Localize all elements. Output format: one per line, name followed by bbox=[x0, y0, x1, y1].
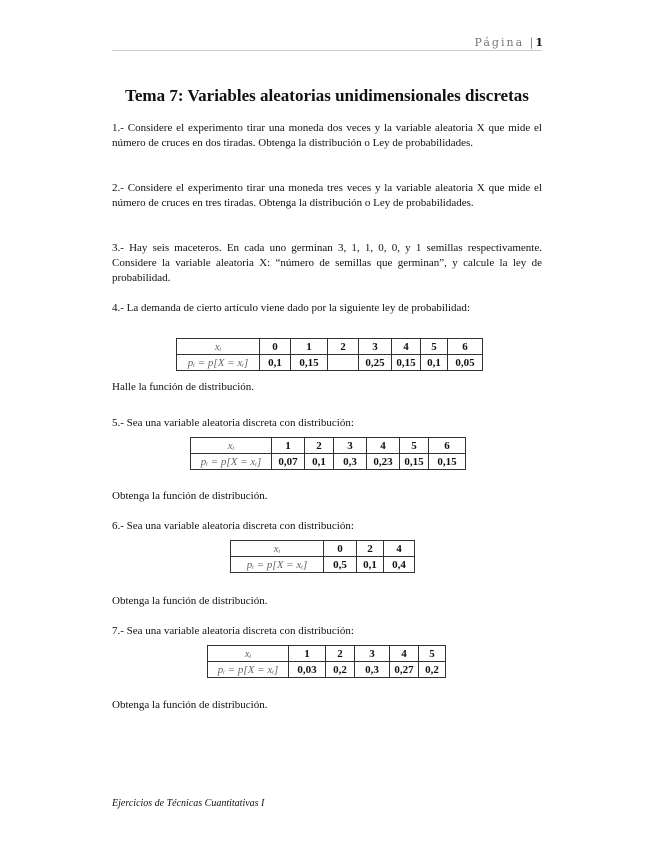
exercise-2: 2.- Considere el experimento tirar una moneda tres veces y la variable aleatoria X que mide el número de cruces en tres tiradas. Obtenga la distribución o Ley de probabilidades. bbox=[112, 182, 542, 209]
header-rule bbox=[112, 50, 542, 51]
p-cell: 0,23 bbox=[367, 454, 400, 470]
p-label: pᵢ = p[X = xᵢ] bbox=[177, 355, 260, 371]
table-exercise-6 bbox=[230, 540, 415, 573]
x-cell: 4 bbox=[390, 646, 419, 662]
exercise-3: 3.- Hay seis maceteros. En cada uno germinan 3, 1, 1, 0, 0, y 1 semillas respectivamente. Considere la variable aleatoria X: “número de semillas que germinan”, y calcule la ley de probabilidad. bbox=[112, 242, 542, 284]
p-cell: 0,05 bbox=[448, 355, 483, 371]
exercise-6-instruction: Obtenga la función de distribución. bbox=[112, 595, 268, 607]
exercise-5-instruction: Obtenga la función de distribución. bbox=[112, 490, 268, 502]
p-cell: 0,2 bbox=[326, 662, 355, 678]
table-row-x bbox=[231, 541, 415, 557]
x-cell: 2 bbox=[357, 541, 384, 557]
table-exercise-4 bbox=[176, 338, 483, 371]
table-row-p bbox=[231, 557, 415, 573]
exercise-7: 7.- Sea una variable aleatoria discreta con distribución: bbox=[112, 625, 354, 637]
table-exercise-5 bbox=[190, 437, 466, 470]
x-cell: 3 bbox=[355, 646, 390, 662]
exercise-4: 4.- La demanda de cierto artículo viene dado por la siguiente ley de probabilidad: bbox=[112, 302, 470, 314]
page-number: 1 bbox=[535, 36, 543, 49]
p-label: pᵢ = p[X = xᵢ] bbox=[208, 662, 289, 678]
x-cell: 1 bbox=[272, 438, 305, 454]
x-cell: 0 bbox=[324, 541, 357, 557]
p-cell: 0,1 bbox=[260, 355, 291, 371]
x-cell: 4 bbox=[392, 339, 421, 355]
x-cell: 4 bbox=[384, 541, 415, 557]
table-row-p bbox=[191, 454, 466, 470]
x-cell: 2 bbox=[305, 438, 334, 454]
p-cell: 0,1 bbox=[421, 355, 448, 371]
p-cell bbox=[328, 355, 359, 371]
p-cell: 0,2 bbox=[419, 662, 446, 678]
table-row-p bbox=[177, 355, 483, 371]
exercise-5: 5.- Sea una variable aleatoria discreta con distribución: bbox=[112, 417, 354, 429]
x-cell: 3 bbox=[334, 438, 367, 454]
p-cell: 0,4 bbox=[384, 557, 415, 573]
p-cell: 0,5 bbox=[324, 557, 357, 573]
table-exercise-7 bbox=[207, 645, 446, 678]
p-cell: 0,15 bbox=[392, 355, 421, 371]
x-label: xᵢ bbox=[208, 646, 289, 662]
x-label: xᵢ bbox=[231, 541, 324, 557]
p-cell: 0,1 bbox=[357, 557, 384, 573]
p-cell: 0,15 bbox=[400, 454, 429, 470]
p-cell: 0,03 bbox=[289, 662, 326, 678]
x-cell: 6 bbox=[429, 438, 466, 454]
document-title: Tema 7: Variables aleatorias unidimensionales discretas bbox=[125, 86, 529, 105]
x-label: xᵢ bbox=[177, 339, 260, 355]
table-row-x bbox=[177, 339, 483, 355]
p-cell: 0,3 bbox=[334, 454, 367, 470]
x-cell: 5 bbox=[400, 438, 429, 454]
p-cell: 0,15 bbox=[291, 355, 328, 371]
x-cell: 1 bbox=[289, 646, 326, 662]
p-cell: 0,27 bbox=[390, 662, 419, 678]
p-cell: 0,1 bbox=[305, 454, 334, 470]
x-cell: 3 bbox=[359, 339, 392, 355]
exercise-7-instruction: Obtenga la función de distribución. bbox=[112, 699, 268, 711]
page-header bbox=[474, 36, 543, 49]
exercise-1: 1.- Considere el experimento tirar una moneda dos veces y la variable aleatoria X que mide el número de cruces en dos tiradas. Obtenga la distribución o Ley de probabilidades. bbox=[112, 122, 542, 149]
x-cell: 2 bbox=[328, 339, 359, 355]
page-footer: Ejercicios de Técnicas Cuantitativas I bbox=[112, 798, 265, 809]
exercise-6: 6.- Sea una variable aleatoria discreta con distribución: bbox=[112, 520, 354, 532]
p-cell: 0,07 bbox=[272, 454, 305, 470]
x-label: xᵢ bbox=[191, 438, 272, 454]
p-cell: 0,25 bbox=[359, 355, 392, 371]
p-cell: 0,3 bbox=[355, 662, 390, 678]
p-cell: 0,15 bbox=[429, 454, 466, 470]
x-cell: 5 bbox=[419, 646, 446, 662]
table-row-p bbox=[208, 662, 446, 678]
x-cell: 5 bbox=[421, 339, 448, 355]
p-label: pᵢ = p[X = xᵢ] bbox=[231, 557, 324, 573]
page-label: Página | bbox=[474, 36, 536, 49]
x-cell: 6 bbox=[448, 339, 483, 355]
p-label: pᵢ = p[X = xᵢ] bbox=[191, 454, 272, 470]
table-row-x bbox=[191, 438, 466, 454]
x-cell: 4 bbox=[367, 438, 400, 454]
x-cell: 1 bbox=[291, 339, 328, 355]
x-cell: 0 bbox=[260, 339, 291, 355]
exercise-4-instruction: Halle la función de distribución. bbox=[112, 381, 255, 393]
table-row-x bbox=[208, 646, 446, 662]
x-cell: 2 bbox=[326, 646, 355, 662]
